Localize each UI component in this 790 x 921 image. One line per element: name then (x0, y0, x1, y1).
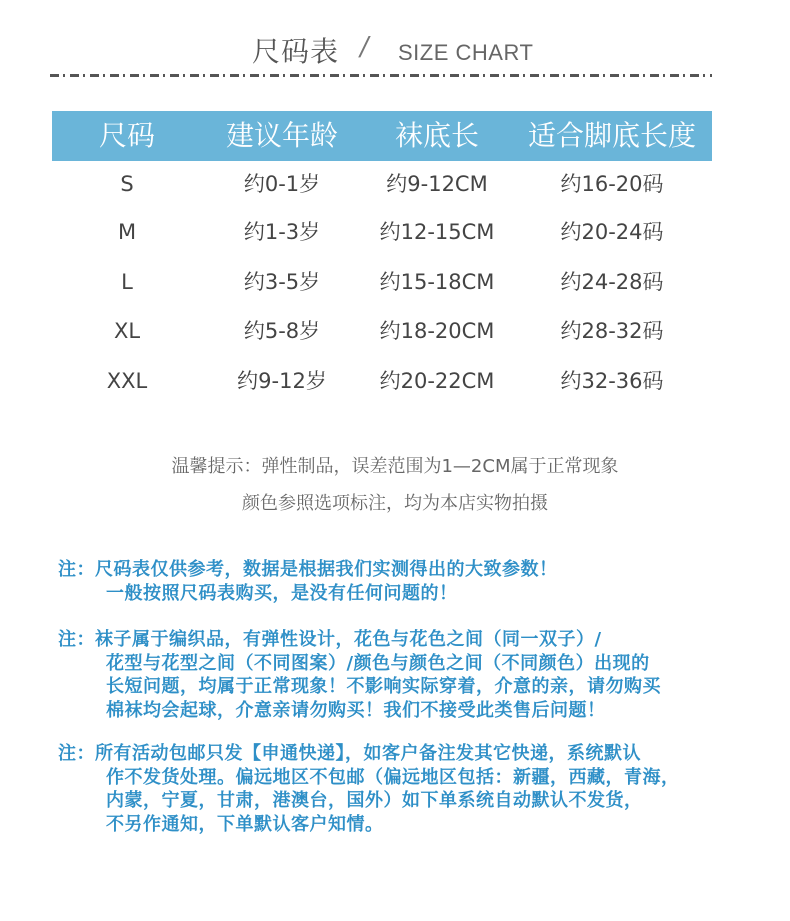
note-shipping (58, 742, 778, 836)
cell-age: 约5-8岁 (243, 319, 321, 343)
title-divider (50, 74, 712, 77)
table-row (52, 214, 712, 250)
note-line: 注：袜子属于编织品，有弹性设计，花色与花色之间（同一双子）/ (58, 629, 602, 650)
cell-foot-length: 约24-28码 (560, 270, 664, 294)
note-line: 花型与花型之间（不同图案）/颜色与颜色之间（不同颜色）出现的 (106, 652, 650, 674)
cell-age: 约1-3岁 (243, 220, 321, 244)
cell-size: XL (113, 319, 141, 343)
header-sock-length: 袜底长 (394, 119, 479, 152)
table-row (52, 313, 712, 349)
cell-size: L (121, 270, 133, 294)
note-knit-product (58, 628, 778, 722)
cell-size: XXL (106, 369, 148, 393)
note-size-reference (58, 558, 778, 605)
note-line: 内蒙，宁夏，甘肃，港澳台，国外）如下单系统自动默认不发货， (106, 790, 643, 811)
table-row (52, 264, 712, 300)
header-foot-length: 适合脚底长度 (527, 119, 696, 152)
note-line: 注：所有活动包邮只发【申通快递】，如客户备注发其它快递，系统默认 (58, 743, 641, 764)
cell-foot-length: 约20-24码 (560, 220, 664, 244)
header-age: 建议年龄 (225, 119, 338, 152)
note-line: 注：尺码表仅供参考，数据是根据我们实测得出的大致参数！ (58, 559, 558, 580)
cell-age: 约0-1岁 (243, 172, 321, 196)
note-line: 长短问题，均属于正常现象！不影响实际穿着，介意的亲，请勿购买 (106, 676, 661, 697)
size-table-header (52, 111, 712, 161)
table-row (52, 166, 712, 202)
cell-age: 约3-5岁 (243, 270, 321, 294)
cell-sock-length: 约20-22CM (379, 369, 495, 393)
cell-size: S (120, 172, 134, 196)
note-line: 作不发货处理。偏远地区不包邮（偏远地区包括：新疆，西藏，青海， (106, 766, 680, 788)
note-line: 棉袜均会起球，介意亲请勿购买！我们不接受此类售后问题！ (106, 699, 606, 721)
cell-sock-length: 约12-15CM (379, 220, 495, 244)
cell-sock-length: 约18-20CM (379, 319, 495, 343)
title-chinese: 尺码表 (252, 35, 340, 68)
header-size: 尺码 (98, 119, 155, 152)
cell-size: M (117, 220, 137, 244)
cell-age: 约9-12岁 (237, 369, 327, 393)
title-separator: / (357, 32, 372, 62)
title-english: SIZE CHART (398, 40, 534, 65)
cell-foot-length: 约32-36码 (560, 369, 664, 393)
cell-foot-length: 约16-20码 (560, 172, 664, 196)
cell-sock-length: 约15-18CM (379, 270, 495, 294)
note-line: 一般按照尺码表购买，是没有任何问题的！ (106, 582, 458, 604)
note-line: 不另作通知，下单默认客户知情。 (106, 813, 384, 835)
cell-foot-length: 约28-32码 (560, 319, 664, 343)
size-chart-title (0, 30, 790, 70)
notice-elasticity: 温馨提示：弹性制品，误差范围为1—2CM属于正常现象 (171, 456, 619, 477)
notice-color: 颜色参照选项标注，均为本店实物拍摄 (242, 493, 548, 514)
table-row (52, 363, 712, 399)
cell-sock-length: 约9-12CM (386, 172, 488, 196)
